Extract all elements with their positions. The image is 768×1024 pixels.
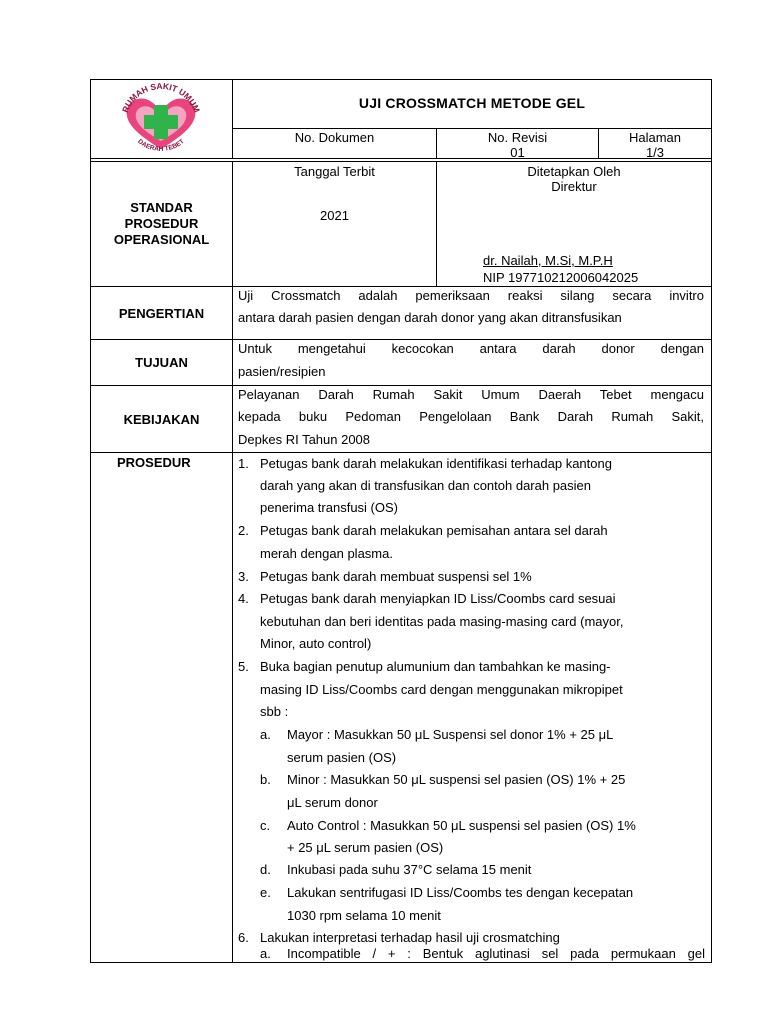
no-revisi-label: No. Revisi [487,130,548,145]
sop-label-line-1: STANDAR [130,200,193,215]
tanggal-terbit-value: 2021 [320,208,349,223]
document-title: UJI CROSSMATCH METODE GEL [358,95,586,111]
pengertian-line-2: antara darah pasien dengan darah donor yang akan ditransfusikan [238,310,622,325]
kebijakan-line-1: Pelayanan Darah Rumah Sakit Umum Daerah Tebet mengacu [238,387,704,402]
halaman-label: Halaman [628,130,682,145]
substep-c-letter: c. [260,818,271,833]
step-6a-line-1: Incompatible / + : Bentuk aglutinasi sel pada permukaan gel [287,946,705,961]
substep-a-line-2: serum pasien (OS) [287,750,397,765]
tujuan-label: TUJUAN [135,355,188,370]
ditetapkan-role: Direktur [551,179,597,194]
sop-label-line-2: PROSEDUR [124,216,199,231]
substep-b-letter: b. [260,772,271,787]
step-5-line-3: sbb : [260,704,289,719]
kebijakan-line-2: kepada buku Pedoman Pengelolaan Bank Darah Rumah Sakit, [238,409,704,424]
rule-kebijakan-bottom [90,452,712,453]
step-2-line-1: Petugas bank darah melakukan pemisahan antara sel darah [260,523,608,538]
kebijakan-line-3: Depkes RI Tahun 2008 [238,432,371,447]
step-3-line-1: Petugas bank darah membuat suspensi sel 1% [260,569,532,584]
pengertian-line-1: Uji Crossmatch adalah pemeriksaan reaksi silang secara invitro [238,288,704,303]
sop-label-line-3: OPERASIONAL [113,232,210,247]
no-revisi-value: 01 [510,145,525,160]
rule-sop-bottom [90,286,712,287]
tanggal-terbit-label: Tanggal Terbit [294,164,375,179]
step-3-number: 3. [238,569,249,584]
substep-e-letter: e. [260,885,271,900]
rule-title-bottom [232,128,712,129]
border-bottom [90,962,712,963]
kebijakan-label: KEBIJAKAN [123,412,200,427]
tujuan-line-1: Untuk mengetahui kecocokan antara darah donor dengan [238,341,704,356]
border-top [90,79,712,80]
ditetapkan-label: Ditetapkan Oleh [527,164,621,179]
step-2-line-2: merah dengan plasma. [260,546,393,561]
substep-a-letter: a. [260,727,271,742]
substep-e-line-1: Lakukan sentrifugasi ID Liss/Coombs tes dengan kecepatan [287,885,634,900]
rule-tujuan-bottom [90,385,712,386]
logo-arc-top-text: RUMAH SAKIT UMUM [119,83,203,114]
hospital-logo [118,83,204,157]
no-dokumen-label: No. Dokumen [294,130,375,145]
halaman-value: 1/3 [645,145,665,160]
step-1-line-3: penerima transfusi (OS) [260,500,398,515]
substep-b-line-1: Minor : Masukkan 50 μL suspensi sel pasien (OS) 1% + 25 [287,772,626,787]
substep-b-line-2: μL serum donor [287,795,378,810]
tujuan-line-2: pasien/resipien [238,364,326,379]
step-4-number: 4. [238,591,249,606]
substep-c-line-2: + 25 μL serum pasien (OS) [287,840,444,855]
substep-a-line-1: Mayor : Masukkan 50 μL Suspensi sel donor 1% + 25 μL [287,727,614,742]
rule-logo-right [232,79,233,159]
border-right [711,79,712,963]
step-6a-letter: a. [260,946,271,961]
step-1-line-1: Petugas bank darah melakukan identifikasi terhadap kantong [260,456,612,471]
rule-sop-top [90,161,712,162]
substep-d-letter: d. [260,862,271,877]
step-5-number: 5. [238,659,249,674]
step-6-line-1: Lakukan interpretasi terhadap hasil uji crosmatching [260,930,560,945]
rule-label-column [232,161,233,963]
substep-e-line-2: 1030 rpm selama 10 menit [287,908,441,923]
step-2-number: 2. [238,523,249,538]
substep-c-line-1: Auto Control : Masukkan 50 μL suspensi sel pasien (OS) 1% [287,818,636,833]
step-4-line-3: Minor, auto control) [260,636,372,651]
step-1-number: 1. [238,456,249,471]
step-1-line-2: darah yang akan di transfusikan dan contoh darah pasien [260,478,592,493]
step-4-line-2: kebutuhan dan beri identitas pada masing-masing card (mayor, [260,614,624,629]
signer-nip: NIP 197710212006042025 [483,270,639,285]
substep-d-line-1: Inkubasi pada suhu 37°C selama 15 menit [287,862,532,877]
signer-name: dr. Nailah, M.Si, M.P.H [483,253,613,268]
step-5-line-1: Buka bagian penutup alumunium dan tambahkan ke masing- [260,659,611,674]
step-6-number: 6. [238,930,249,945]
rule-pengertian-bottom [90,339,712,340]
logo-arc-bottom-text: DAERAH TEBET [136,138,186,153]
prosedur-label: PROSEDUR [117,455,191,470]
step-4-line-1: Petugas bank darah menyiapkan ID Liss/Coombs card sesuai [260,591,616,606]
step-5-line-2: masing ID Liss/Coombs card dengan menggunakan mikropipet [260,682,623,697]
pengertian-label: PENGERTIAN [118,306,205,321]
